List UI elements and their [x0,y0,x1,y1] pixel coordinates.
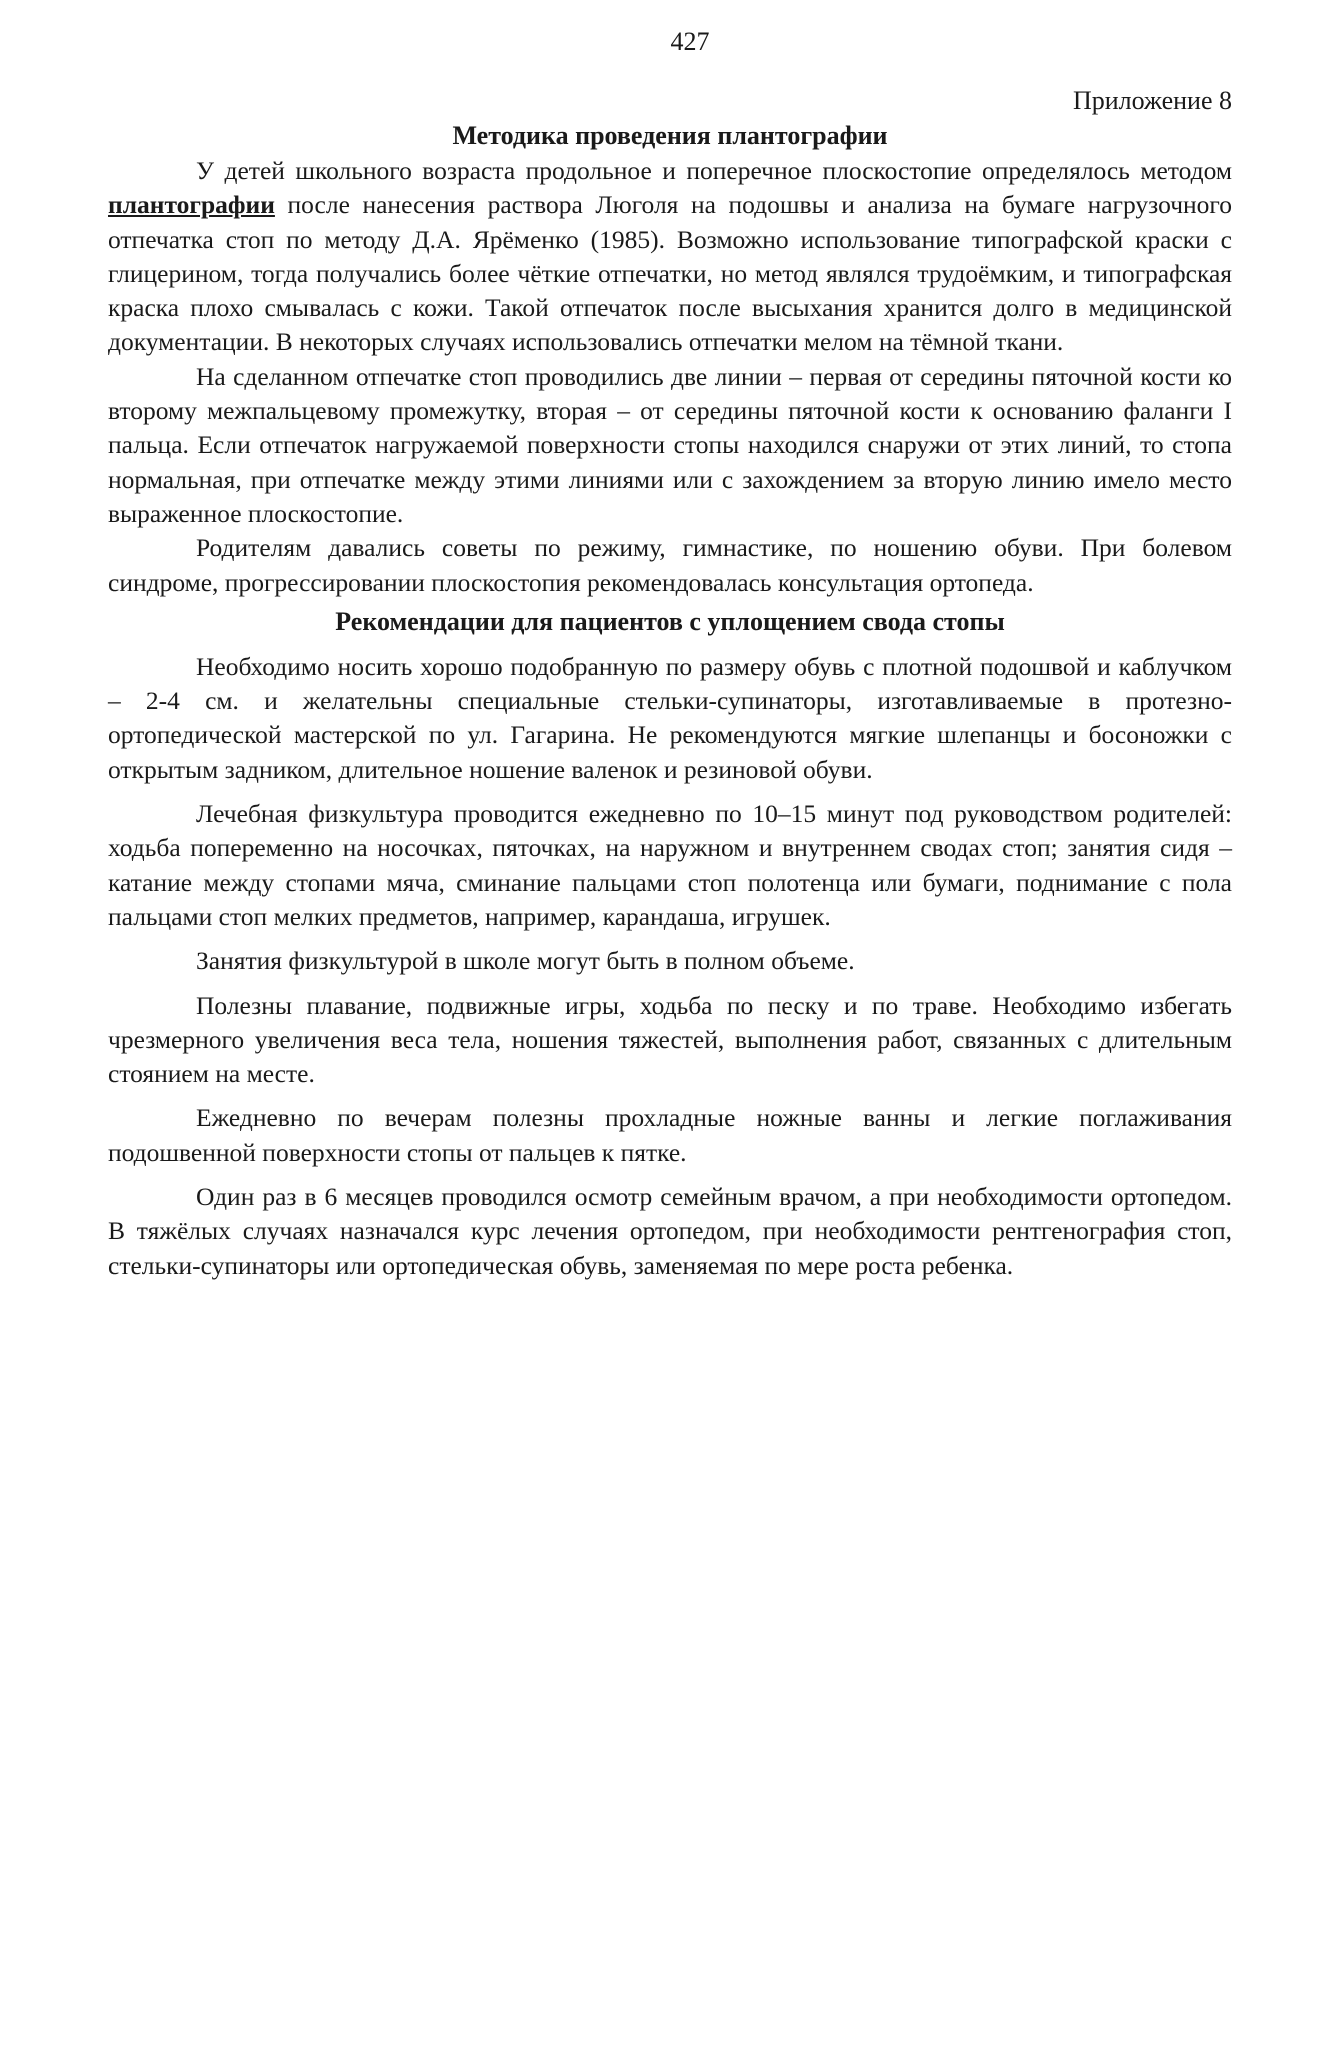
paragraph-school-pe: Занятия физкультурой в школе могут быть в полном объеме. [196,946,855,976]
paragraph-text-before: У детей школьного возраста продольное и поперечное плоскостопие определялось методом [196,156,1232,185]
paragraph-plantography-method [108,154,1232,360]
page-number: 427 [670,27,710,56]
paragraph-print-lines: На сделанном отпечатке стоп проводились две линии – первая от середины пяточной кости ко второму межпальцевому промежутку, вторая – от середины пяточной кости к основанию фаланги I пальца. Если отпечаток нагружаемой поверхности стопы находился снаружи от этих линий, то стопа нормальная, при отпечатке между этими линиями или с захождением за вторую линию имело место выраженное плоскостопие. [108,361,1232,528]
paragraph-text-after: после нанесения раствора Люголя на подошвы и анализа на бумаге нагрузочного отпечатка стоп по методу Д.А. Ярёменко (1985). Возможно использование типографской краски с глицерином, тогда получались более чёткие отпечатки, но метод являлся трудоёмким, и типографская краска плохо смывалась с кожи. Такой отпечаток после высыхания хранится долго в медицинской документации. В некоторых случаях использовались отпечатки мелом на тёмной ткани. [108,190,1232,357]
paragraph-checkups: Один раз в 6 месяцев проводился осмотр семейным врачом, а при необходимости ортопедом. В тяжёлых случаях назначался курс лечения ортопедом, при необходимости рентгенография стоп, стельки-супинаторы или ортопедическая обувь, заменяемая по мере роста ребенка. [108,1182,1232,1280]
appendix-label: Приложение 8 [1072,86,1232,115]
paragraph-foot-baths: Ежедневно по вечерам полезны прохладные ножные ванны и легкие поглаживания подошвенной поверхности стопы от пальцев к пятке. [108,1103,1232,1167]
paragraph-footwear: Необходимо носить хорошо подобранную по размеру обувь с плотной подошвой и каблучком – 2-4 см. и желательны специальные стельки-супинаторы, изготавливаемые в протезно-ортопедической мастерской по ул. Гагарина. Не рекомендуются мягкие шлепанцы и босоножки с открытым задником, длительное ношение валенок и резиновой обуви. [108,651,1232,784]
section-title-plantography: Методика проведения плантографии [452,121,888,150]
paragraph-parent-advice: Родителям давались советы по режиму, гимнастике, по ношению обуви. При болевом синдроме, прогрессировании плоскостопия рекомендовалась консультация ортопеда. [108,533,1232,597]
term-plantography: плантографии [108,190,275,220]
section-title-recommendations: Рекомендации для пациентов с уплощением свода стопы [335,606,1005,636]
document-page [108,24,1232,1283]
paragraph-exercise-therapy: Лечебная физкультура проводится ежедневно по 10–15 минут под руководством родителей: ходьба попеременно на носочках, пяточках, на наружном и внутреннем сводах стоп; занятия сидя – катание между стопами мяча, сминание пальцами стоп полотенца или бумаги, поднимание с пола пальцами стоп мелких предметов, например, карандаша, игрушек. [108,799,1232,931]
paragraph-useful-activities: Полезны плавание, подвижные игры, ходьба по песку и по траве. Необходимо избегать чрезмерного увеличения веса тела, ношения тяжестей, выполнения работ, связанных с длительным стоянием на месте. [108,990,1232,1089]
